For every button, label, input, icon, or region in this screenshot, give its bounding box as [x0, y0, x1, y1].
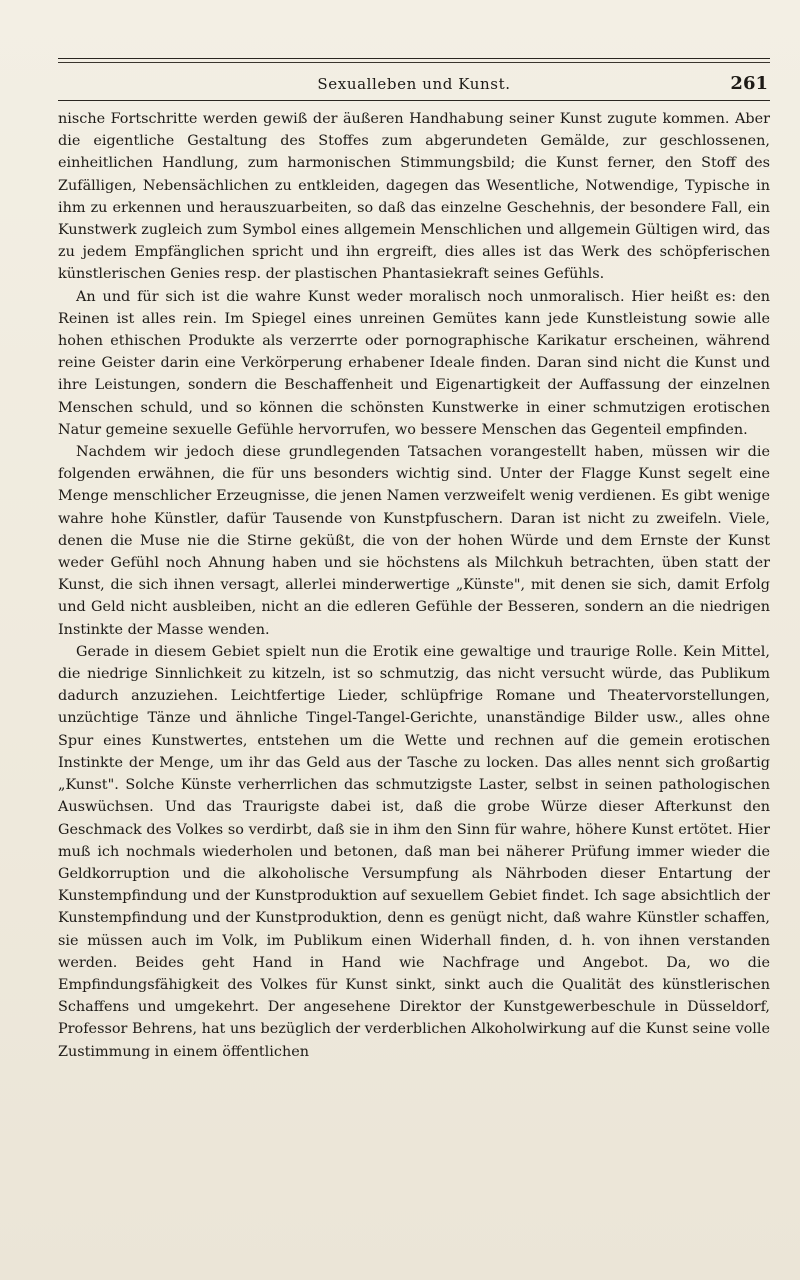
paragraph-3: Nachdem wir jedoch diese grundlegenden Tatsachen vorangestellt haben, müssen wir die folgenden erwähnen, die für uns besonders wichtig sind. Unter der Flagge Kunst segelt eine Menge menschlicher Erzeugnisse, die jenen Namen verzweifelt wenig verdienen. Es gibt wenige wahre hohe Künstler, dafür Tausende von Kunstpfuschern. Daran ist nicht zu zweifeln. Viele, denen die Muse nie die Stirne geküßt, die von der hohen Würde und dem Ernste der Kunst weder Gefühl noch Ahnung haben und sie höchstens als Milchkuh betrachten, üben statt der Kunst, die sich ihnen versagt, allerlei minderwertige „Künste", mit denen sie sich, damit Erfolg und Geld nicht ausbleiben, nicht an die edleren Gefühle der Besseren, sondern an die niedrigen Instinkte der Masse wenden. [58, 444, 770, 638]
page-number: 261 [730, 73, 768, 94]
top-rule [58, 58, 770, 59]
running-title: Sexualleben und Kunst. [317, 75, 511, 93]
paragraph-1: nische Fortschritte werden gewiß der äußeren Handhabung seiner Kunst zugute kommen. Aber die eigentliche Gestaltung des Stoffes zum abgerundeten Gemälde, zur geschlossenen, einheitlichen Handlung, zum harmonischen Stimmungsbild; die Kunst ferner, den Stoff des Zufälligen, Nebensächlichen zu entkleiden, dagegen das Wesentliche, Notwendige, Typische in ihm zu erkennen und herauszuarbeiten, so daß das einzelne Geschehnis, der besondere Fall, ein Kunstwerk zugleich zum Symbol eines allgemein Menschlichen und allgemein Gültigen wird, das zu jedem Empfänglichen spricht und ihn ergreift, dies alles ist das Werk des schöpferischen künstlerischen Genies resp. der plastischen Phantasiekraft seines Gefühls. [58, 111, 770, 283]
head-rule [58, 100, 770, 101]
top-rule-thin [58, 62, 770, 63]
running-head [58, 74, 770, 102]
paragraph-4: Gerade in diesem Gebiet spielt nun die Erotik eine gewaltige und traurige Rolle. Kein Mittel, die niedrige Sinnlichkeit zu kitzeln, ist so schmutzig, das nicht versucht würde, das Publikum dadurch anzuziehen. Leichtfertige Lieder, schlüpfrige Romane und Theatervorstellungen, unzüchtige Tänze und ähnliche Tingel-Tangel-Gerichte, unanständige Bilder usw., alles ohne Spur eines Kunstwertes, entstehen um die Wette und rechnen auf die gemein erotischen Instinkte der Menge, um ihr das Geld aus der Tasche zu locken. Das alles nennt sich großartig „Kunst". Solche Künste verherrlichen das schmutzigste Laster, selbst in seinen pathologischen Auswüchsen. Und das Traurigste dabei ist, daß die grobe Würze dieser Afterkunst den Geschmack des Volkes so verdirbt, daß sie in ihm den Sinn für wahre, höhere Kunst ertötet. Hier muß ich nochmals wiederholen und betonen, daß man bei näherer Prüfung immer wieder die Geldkorruption und die alkoholische Versumpfung als Nährboden dieser Entartung der Kunstempfindung und der Kunstproduktion auf sexuellem Gebiet findet. Ich sage absichtlich der Kunstempfindung und der Kunstproduktion, denn es genügt nicht, daß wahre Künstler schaffen, sie müssen auch im Volk, im Publikum einen Widerhall finden, d. h. von ihnen verstanden werden. Beides geht Hand in Hand wie Nachfrage und Angebot. Da, wo die Empfindungsfähigkeit des Volkes für Kunst sinkt, sinkt auch die Qualität des künstlerischen Schaffens und umgekehrt. Der angesehene Direktor der Kunstgewerbeschule in Düsseldorf, Professor Behrens, hat uns bezüglich der verderblichen Alkoholwirkung auf die Kunst seine volle Zustimmung in einem öffentlichen [58, 643, 770, 1060]
paragraph-2: An und für sich ist die wahre Kunst weder moralisch noch unmoralisch. Hier heißt es: den Reinen ist alles rein. Im Spiegel eines unreinen Gemütes kann jede Kunstleistung sowie alle hohen ethischen Produkte als verzerrte oder pornographische Karikatur erscheinen, während reine Geister darin eine Verkörperung erhabener Ideale finden. Daran sind nicht die Kunst und ihre Leistungen, sondern die Beschaffenheit und Eigenartigkeit der Auffassung der einzelnen Menschen schuld, und so können die schönsten Kunstwerke in einer schmutzigen erotischen Natur gemeine sexuelle Gefühle hervorrufen, wo bessere Menschen das Gegenteil empfinden. [58, 288, 770, 438]
body-text [58, 108, 770, 1063]
